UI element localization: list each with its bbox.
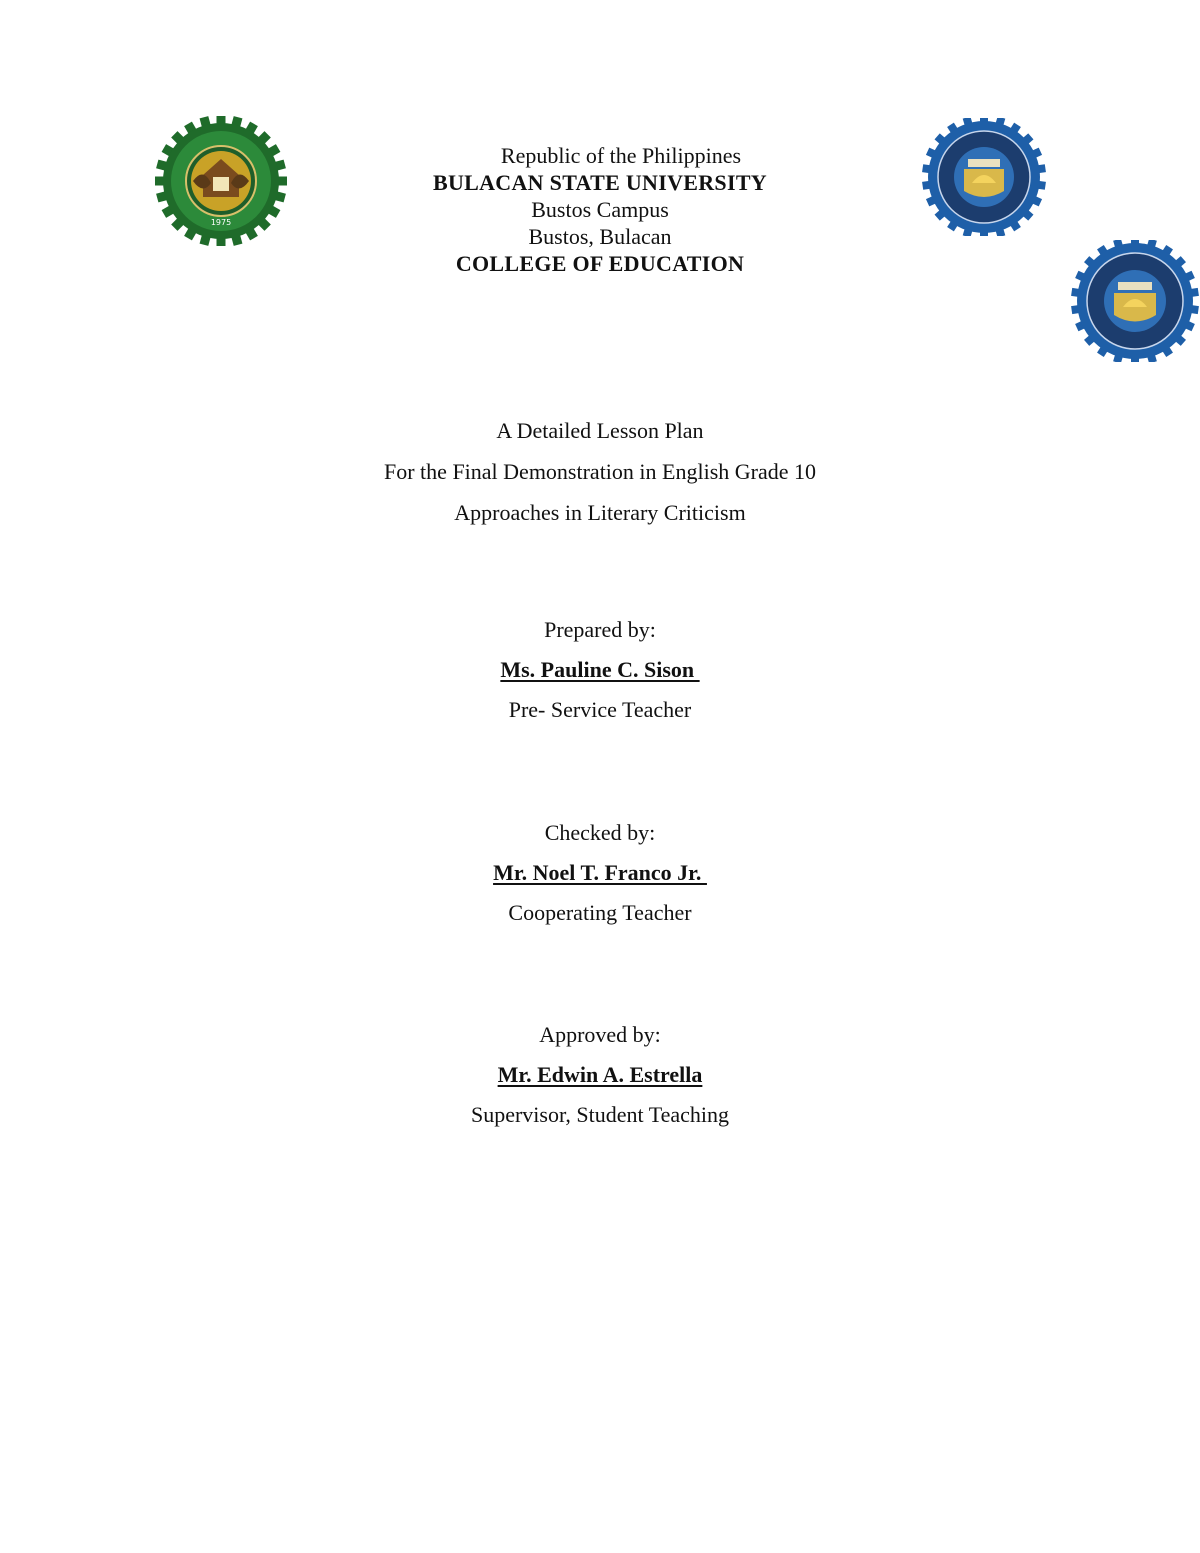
checker-name: Mr. Noel T. Franco Jr. [493, 860, 707, 885]
college-name: COLLEGE OF EDUCATION [455, 251, 745, 276]
prepared-by-label: Prepared by: [544, 617, 656, 642]
checker-role: Cooperating Teacher [508, 900, 692, 925]
campus-name: Bustos Campus [531, 197, 669, 222]
checked-by-block [0, 813, 1200, 933]
approver-role: Supervisor, Student Teaching [470, 1102, 730, 1127]
approver-name: Mr. Edwin A. Estrella [497, 1062, 703, 1087]
preparer-name: Ms. Pauline C. Sison [500, 657, 700, 682]
preparer-role: Pre- Service Teacher [508, 697, 692, 722]
university-name: BULACAN STATE UNIVERSITY [432, 170, 767, 195]
approved-by-label: Approved by: [539, 1022, 661, 1047]
campus-location: Bustos, Bulacan [528, 224, 672, 249]
title-line-2: For the Final Demonstration in English Grade 10 [384, 459, 816, 484]
checked-by-label: Checked by: [544, 820, 656, 845]
approved-by-block [0, 1015, 1200, 1135]
prepared-by-block [0, 610, 1200, 730]
lesson-plan-title [0, 410, 1200, 533]
title-line-3: Approaches in Literary Criticism [454, 500, 746, 525]
republic-line: Republic of the Philippines [500, 143, 742, 168]
title-line-1: A Detailed Lesson Plan [496, 418, 704, 443]
seal-year: 1975 [210, 218, 232, 227]
document-header [0, 142, 1200, 277]
